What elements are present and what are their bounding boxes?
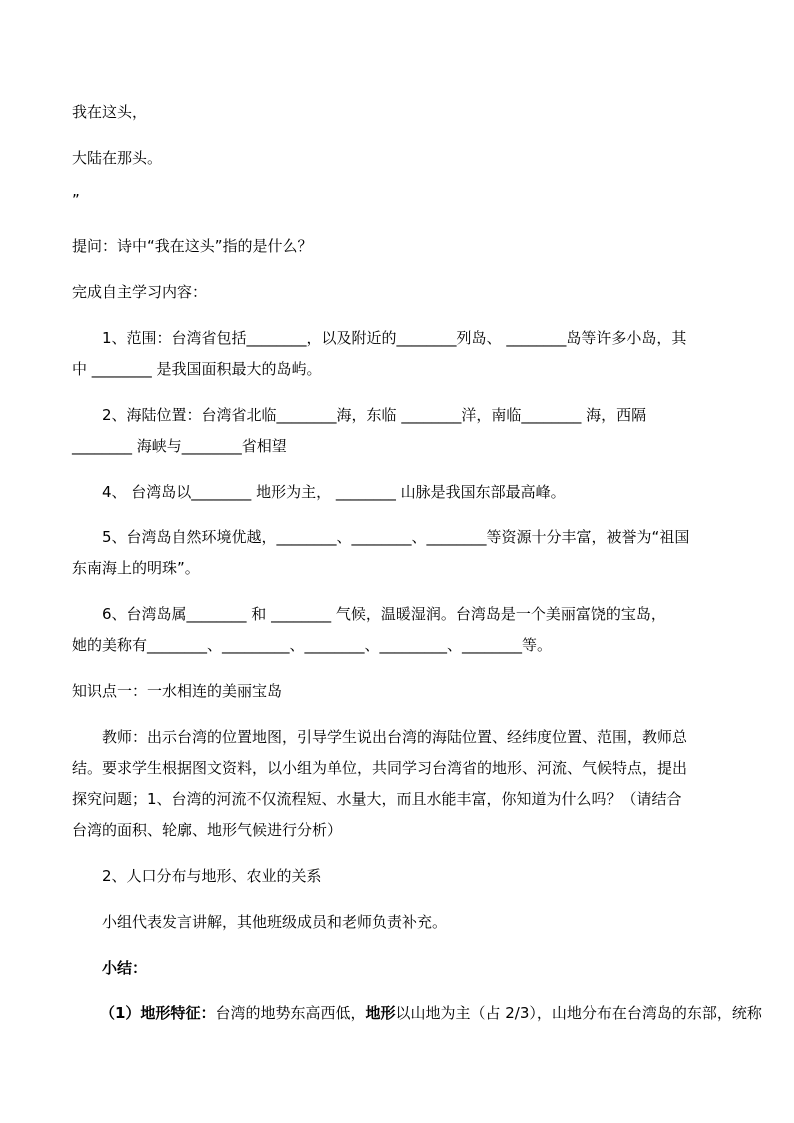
- summary-heading: 小结：: [102, 959, 148, 977]
- teacher-line-1: 教师：出示台湾的位置地图，引导学生说出台湾的海陆位置、经纬度位置、范围，教师总: [102, 728, 688, 746]
- question-prompt: 提问：诗中“我在这头”指的是什么？: [72, 237, 313, 255]
- item-5-line-2: 东南海上的明珠”。: [72, 559, 200, 577]
- item-1-line-1: 1、范围：台湾省包括________，以及附近的________列岛、 ________岛等许多小岛，其: [102, 329, 687, 347]
- item-5-line-1: 5、台湾岛自然环境优越，________、________、________等资源十分丰富，被誉为“祖国: [102, 528, 690, 546]
- item-2-line-1: 2、海陆位置：台湾省北临________海，东临 ________洋，南临________ 海，西隔: [102, 406, 647, 424]
- knowledge-point-heading: 知识点一：一水相连的美丽宝岛: [72, 682, 283, 700]
- terrain-text-a: 台湾的地势东高西低，: [215, 1004, 366, 1022]
- topic-2: 2、人口分布与地形、农业的关系: [102, 867, 322, 885]
- summary-item-1: [100, 1003, 762, 1023]
- item-6-line-1: 6、台湾岛属________ 和 ________ 气候，温暖湿润。台湾岛是一个美丽富饶的宝岛，: [102, 605, 666, 623]
- self-study-heading: 完成自主学习内容：: [72, 283, 208, 301]
- teacher-line-4: 台湾的面积、轮廓、地形气候进行分析）: [72, 821, 343, 839]
- item-6-line-2: 她的美称有________、_________、________、_________、________等。: [72, 636, 553, 654]
- group-presentation: 小组代表发言讲解，其他班级成员和老师负责补充。: [102, 913, 448, 931]
- poem-line-1: 我在这头，: [72, 103, 148, 121]
- teacher-line-3: 探究问题；1、台湾的河流不仅流程短、水量大，而且水能丰富，你知道为什么吗？（请结合: [72, 790, 682, 808]
- terrain-bold: 地形: [365, 1004, 396, 1022]
- item-2-line-2: ________ 海峡与________省相望: [72, 437, 287, 455]
- terrain-text-b: 以山地为主（占 2/3），山地分布在台湾岛的东部，统称: [395, 1004, 762, 1022]
- terrain-label: （1）地形特征：: [100, 1004, 216, 1022]
- item-1-line-2: 中 ________ 是我国面积最大的岛屿。: [72, 360, 322, 378]
- item-4: 4、 台湾岛以________ 地形为主， ________ 山脉是我国东部最高峰。: [102, 483, 566, 501]
- closing-quote: ”: [72, 191, 80, 209]
- teacher-line-2: 结。要求学生根据图文资料，以小组为单位，共同学习台湾省的地形、河流、气候特点，提出: [72, 759, 688, 777]
- poem-line-2: 大陆在那头。: [72, 149, 163, 167]
